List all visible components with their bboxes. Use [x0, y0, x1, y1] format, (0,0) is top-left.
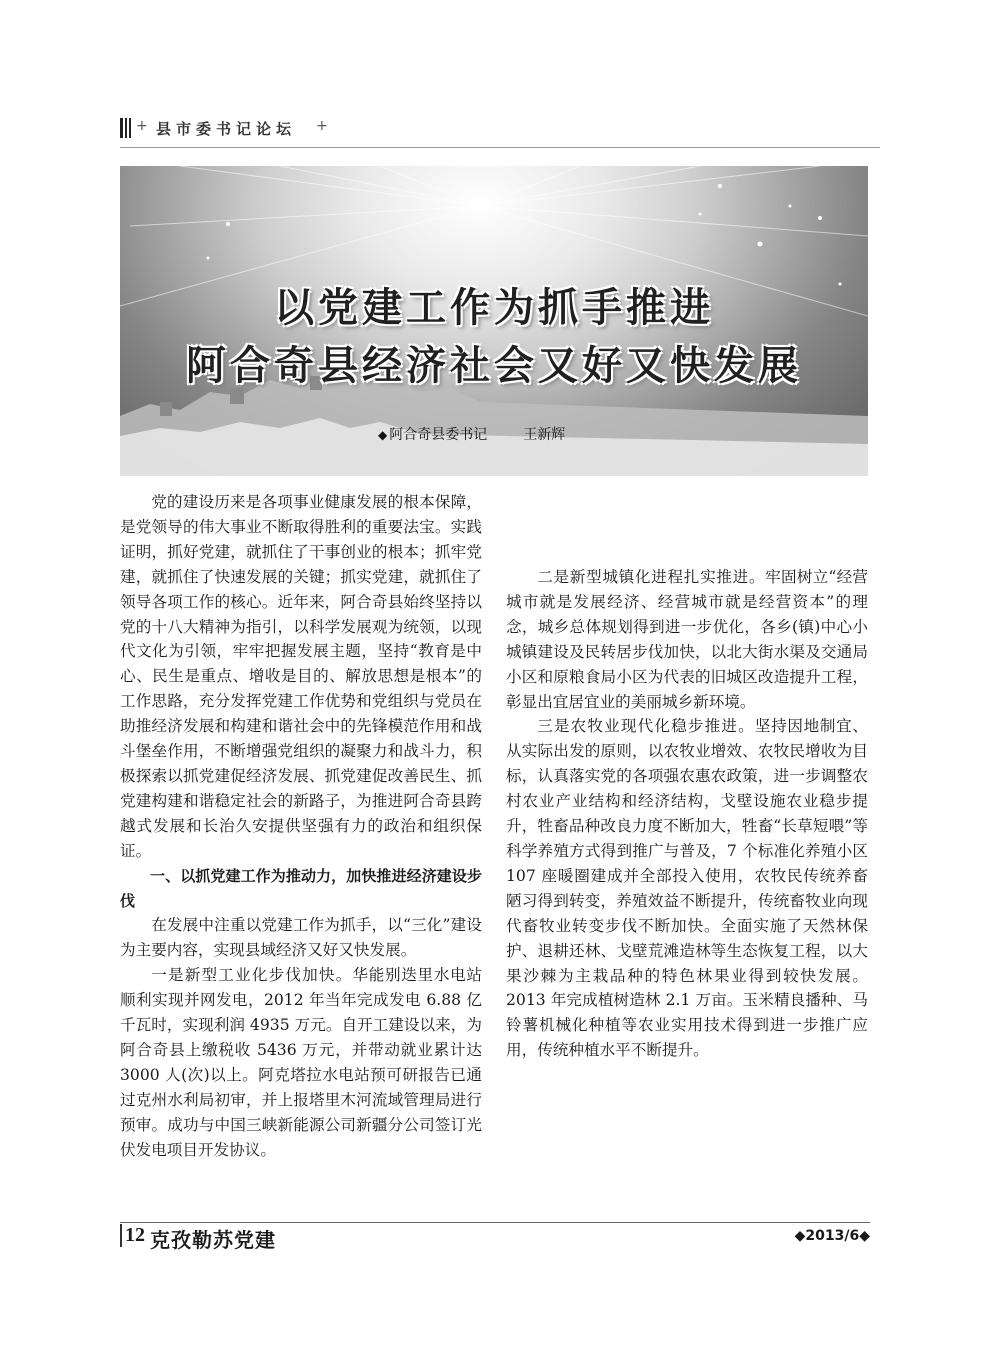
section-divider	[120, 147, 880, 148]
section-heading-1: 一、以抓党建工作为推动力，加快推进经济建设步伐	[120, 866, 482, 910]
paragraph-intro: 党的建设历来是各项事业健康发展的根本保障，是党领导的伟大事业不断取得胜利的重要法宝。实践证明，抓好党建，就抓住了干事创业的根本；抓牢党建，就抓住了快速发展的关键；抓实党建，就抓住了领导各项工作的核心。近年来，阿合奇县始终坚持以党的十八大精神为指引，以科学发展观为统领，以现代文化为引领，牢牢把握发展主题，坚持“教育是中心、民生是重点、增收是目的、解放思想是根本”的工作思路，充分发挥党建工作优势和党组织与党员在助推经济发展和构建和谐社会中的先锋模范作用和战斗堡垒作用，不断增强党组织的凝聚力和战斗力，积极探索以抓党建促经济发展、抓党建促改善民生、抓党建构建和谐稳定社会的新路子，为推进阿合奇县跨越式发展和长治久安提供坚强有力的政治和组织保证。	[120, 493, 482, 860]
article-banner	[120, 166, 868, 476]
paragraph-2: 在发展中注重以党建工作为抓手，以“三化”建设为主要内容，实现县域经济又好又快发展。	[120, 916, 482, 960]
footer-divider	[120, 1222, 870, 1223]
paragraph-3-text: 华能别迭里水电站顺利实现并网发电，2012 年当年完成发电 6.88 亿千瓦时，实现利润 4935 万元。自开工建设以来，为阿合奇县上缴税收 5436 万元，并带动就业累计达 3000 人(次)以上。阿克塔拉水电站预可研报告已通过克州水利局初审，并上报塔里木河流域管理局进行预审。成功与中国三峡新能源公司新疆分公司签订光伏发电项目开发协议。	[120, 966, 482, 1159]
paragraph-5	[506, 714, 868, 1063]
section-bars-decoration	[120, 118, 133, 138]
plus-icon: +	[136, 118, 148, 134]
author-name: 王新辉	[523, 427, 566, 443]
article-title-line-1: 以党建工作为抓手推进	[274, 285, 714, 331]
right-column	[506, 490, 868, 1063]
page-number: 12	[120, 1224, 148, 1247]
plus-icon: +	[316, 118, 328, 134]
right-column-spacer	[506, 490, 868, 565]
section-label: 县市委书记论坛	[156, 120, 297, 138]
paragraph-4-text: 牢固树立“经营城市就是发展经济、经营城市就是经营资本”的理念，城乡总体规划得到进一步优化，各乡(镇)中心小城镇建设及民转居步伐加快，以北大街水渠及交通局小区和原粮食局小区为代表的旧城区改造提升工程，彰显出宜居宜业的美丽城乡新环境。	[506, 568, 868, 711]
article-title-line-2: 阿合奇县经济社会又好又快发展	[186, 343, 802, 389]
section-header	[120, 108, 880, 148]
issue-number: ◆2013/6◆	[794, 1228, 870, 1244]
left-column	[120, 490, 482, 1162]
journal-name: 克孜勒苏党建	[150, 1228, 276, 1252]
paragraph-5-lead: 三是农牧业现代化稳步推进。	[537, 717, 755, 736]
paragraph-4	[506, 565, 868, 714]
page-footer	[120, 1214, 870, 1254]
paragraph-5-text: 坚持因地制宜、从实际出发的原则，以农牧业增效、农牧民增收为目标，认真落实党的各项强农惠农政策，进一步调整农村农业产业结构和经济结构，戈壁设施农业稳步提升，牲畜品种改良力度不断加大，牲畜“长草短喂”等科学养殖方式得到推广与普及，7 个标准化养殖小区 107 座暖圈建成并全部投入使用，农牧民传统养畜陋习得到转变，养殖效益不断提升，传统畜牧业向现代畜牧业转变步伐不断加快。全面实施了天然林保护、退耕还林、戈壁荒滩造林等生态恢复工程，以大果沙棘为主栽品种的特色林果业得到较快发展。2013 年完成植树造林 2.1 万亩。玉米精良播种、马铃薯机械化种植等农业实用技术得到进一步推广应用，传统种植水平不断提升。	[506, 717, 868, 1060]
paragraph-4-lead: 二是新型城镇化进程扎实推进。	[537, 568, 766, 586]
paragraph-3	[120, 963, 482, 1162]
diamond-icon: ◆	[378, 428, 388, 442]
byline	[378, 424, 565, 444]
paragraph-3-lead: 一是新型工业化步伐加快。	[151, 966, 353, 985]
author-role: 阿合奇县委书记	[389, 427, 488, 443]
